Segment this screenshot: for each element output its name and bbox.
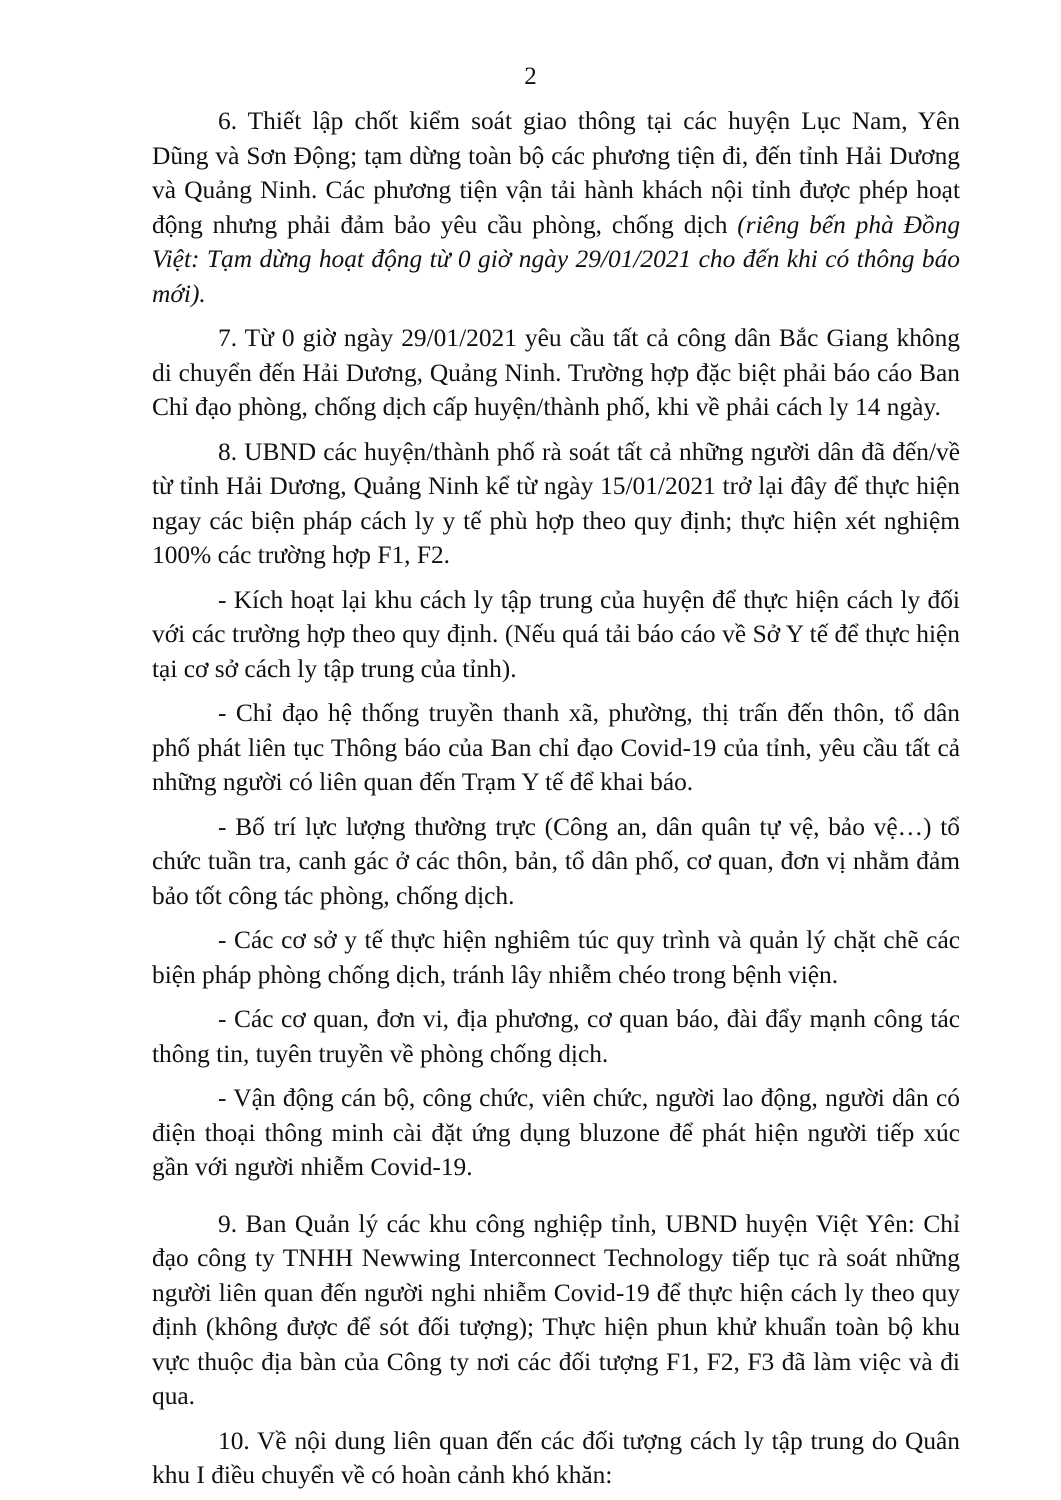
paragraph-8-bullet-bluzone: - Vận động cán bộ, công chức, viên chức, người lao động, người dân có điện thoại thông minh cài đặt ứng dụng bluzone để phát hiện người tiếp xúc gần với người nhiễm Covid-19.: [152, 1084, 960, 1181]
paragraph-8: 8. UBND các huyện/thành phố rà soát tất cả những người dân đã đến/về từ tỉnh Hải Dương, Quảng Ninh kể từ ngày 15/01/2021 trở lại đây để thực hiện ngay các biện pháp cách ly y tế phù hợp theo quy định; thực hiện xét nghiệm 100% các trường hợp F1, F2.: [152, 437, 960, 569]
paragraph-8-bullet-media: - Các cơ quan, đơn vi, địa phương, cơ quan báo, đài đẩy mạnh công tác thông tin, tuyên truyền về phòng chống dịch.: [152, 1005, 960, 1068]
page-number: 2: [524, 63, 537, 90]
paragraph-8-bullet-medical: - Các cơ sở y tế thực hiện nghiêm túc quy trình và quản lý chặt chẽ các biện pháp phòng chống dịch, tránh lây nhiễm chéo trong bệnh viện.: [152, 926, 960, 989]
document-body: [152, 104, 960, 1493]
paragraph-6-italic-note: (riêng bến phà Đồng Việt: Tạm dừng hoạt động từ 0 giờ ngày 29/01/2021 cho đến khi có thông báo mới).: [152, 210, 961, 308]
paragraph-10: 10. Về nội dung liên quan đến các đối tượng cách ly tập trung do Quân khu I điều chuyển về có hoàn cảnh khó khăn:: [152, 1426, 960, 1489]
paragraph-6: [152, 104, 960, 311]
paragraph-8-bullet-quarantine: - Kích hoạt lại khu cách ly tập trung của huyện để thực hiện cách ly đối với các trường hợp theo quy định. (Nếu quá tải báo cáo về Sở Y tế để thực hiện tại cơ sở cách ly tập trung của tỉnh).: [152, 585, 960, 683]
paragraph-9: 9. Ban Quản lý các khu công nghiệp tỉnh, UBND huyện Việt Yên: Chỉ đạo công ty TNHH Newwing Interconnect Technology tiếp tục rà soát những người liên quan đến người nghi nhiễm Covid-19 để thực hiện cách ly theo quy định (không được để sót đối tượng); Thực hiện phun khử khuẩn toàn bộ khu vực thuộc địa bàn của Công ty nơi các đối tượng F1, F2, F3 đã làm việc và đi qua.: [152, 1209, 960, 1410]
paragraph-7: 7. Từ 0 giờ ngày 29/01/2021 yêu cầu tất cả công dân Bắc Giang không di chuyển đến Hải Dương, Quảng Ninh. Trường hợp đặc biệt phải báo cáo Ban Chỉ đạo phòng, chống dịch cấp huyện/thành phố, khi về phải cách ly 14 ngày.: [152, 324, 960, 421]
paragraph-8-bullet-broadcast: - Chỉ đạo hệ thống truyền thanh xã, phường, thị trấn đến thôn, tổ dân phố phát liên tục Thông báo của Ban chỉ đạo Covid-19 của tỉnh, yêu cầu tất cả những người có liên quan đến Trạm Y tế để khai báo.: [152, 699, 960, 796]
paragraph-6-text: 6. Thiết lập chốt kiểm soát giao thông tại các huyện Lục Nam, Yên Dũng và Sơn Động; tạm dừng toàn bộ các phương tiện đi, đến tỉnh Hải Dương và Quảng Ninh. Các phương tiện vận tải hành khách nội tỉnh được phép hoạt động nhưng phải đảm bảo yêu cầu phòng, chống dịch: [152, 107, 960, 239]
paragraph-8-bullet-patrol: - Bố trí lực lượng thường trực (Công an, dân quân tự vệ, bảo vệ…) tổ chức tuần tra, canh gác ở các thôn, bản, tổ dân phố, cơ quan, đơn vị nhằm đảm bảo tốt công tác phòng, chống dịch.: [152, 812, 960, 910]
